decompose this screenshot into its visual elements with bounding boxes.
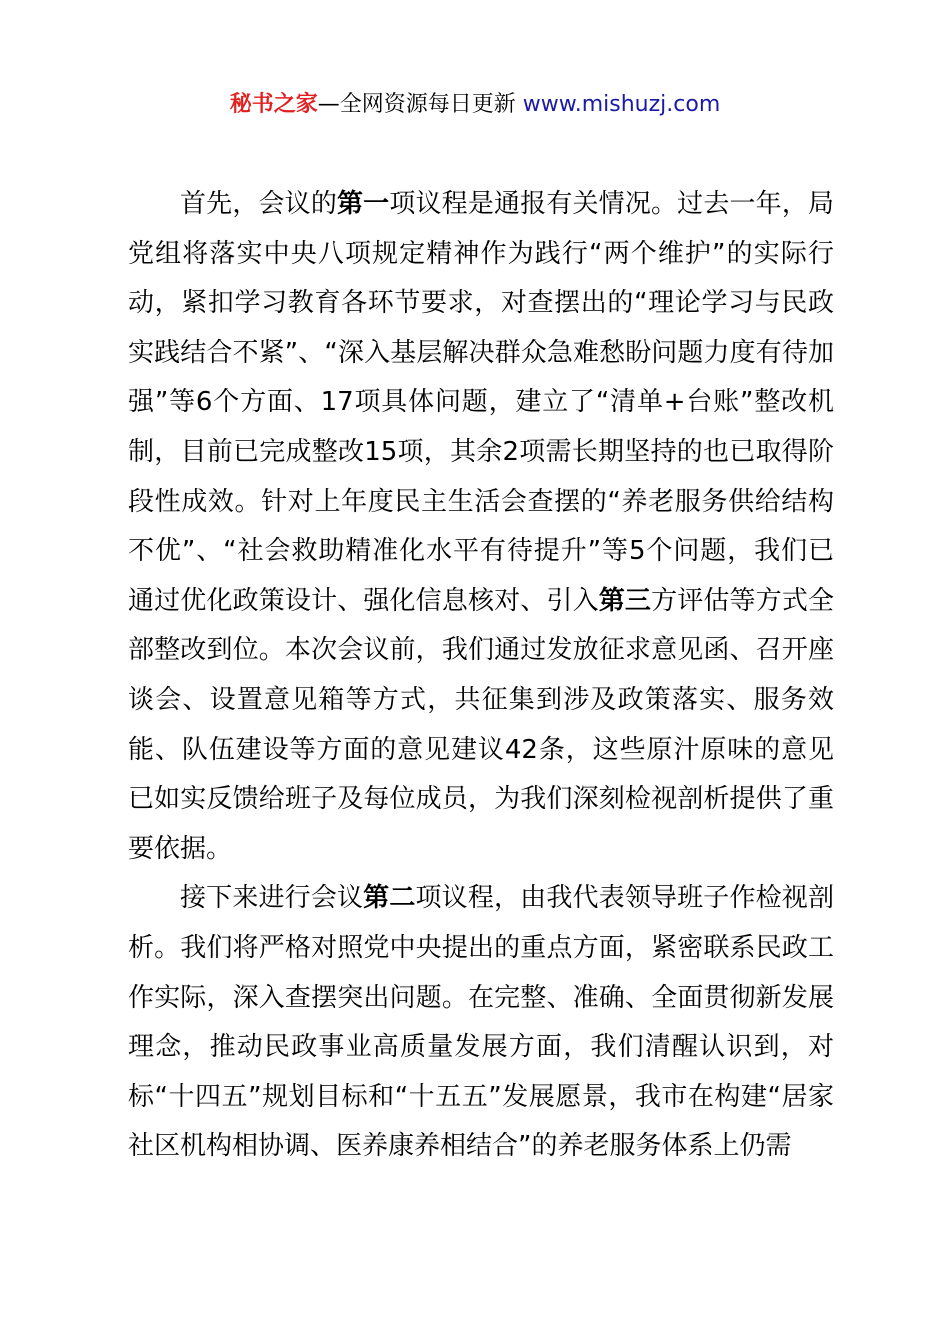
brand-name: 秘书之家	[229, 92, 318, 117]
text-segment: 项议程是通报有关情况。过去一年，局党组将落实中央八项规定精神作为践行“两个维护”的实际行动，紧扣学习教育各环节要求，对查摆出的“理论学习与民政实践结合不紧”、“深入基层解决群众急难愁盼问题力度有待加强”等6个方面、17项具体问题，建立了“清单+台账”整改机制，目前已完成整改15项，其余2项需长期坚持的也已取得阶段性成效。针对上年度民主生活会查摆的“养老服务供给结构不优”、“社会救助精准化水平有待提升”等5个问题，我们已通过优化政策设计、强化信息核对、引入	[128, 189, 834, 616]
header-slogan: —全网资源每日更新	[317, 92, 516, 117]
text-segment: 首先，会议的	[180, 189, 337, 219]
text-segment: 项议程，由我代表领导班子作检视剖析。我们将严格对照党中央提出的重点方面，紧密联系民政工作实际，深入查摆突出问题。在完整、准确、全面贯彻新发展理念，推动民政事业高质量发展方面，我们清醒认识到，对标“十四五”规划目标和“十五五”发展愿景，我市在构建“居家社区机构相协调、医养康养相结合”的养老服务体系上仍需	[128, 883, 834, 1162]
bold-text-segment: 第一	[337, 189, 390, 219]
text-segment: 接下来进行会议	[180, 883, 364, 914]
paragraph-agenda-one	[128, 180, 834, 874]
site-header	[0, 88, 950, 122]
site-url-link[interactable]: www.mishuzj.com	[522, 92, 721, 117]
paragraph-agenda-two	[128, 874, 834, 1172]
text-segment: 方评估等方式全部整改到位。本次会议前，我们通过发放征求意见函、召开座谈会、设置意见箱等方式，共征集到涉及政策落实、服务效能、队伍建设等方面的意见建议42条，这些原汁原味的意见已如实反馈给班子及每位成员，为我们深刻检视剖析提供了重要依据。	[128, 585, 834, 864]
bold-text-segment: 第二	[363, 883, 416, 914]
document-body	[128, 180, 834, 1172]
bold-text-segment: 第三	[598, 585, 652, 616]
